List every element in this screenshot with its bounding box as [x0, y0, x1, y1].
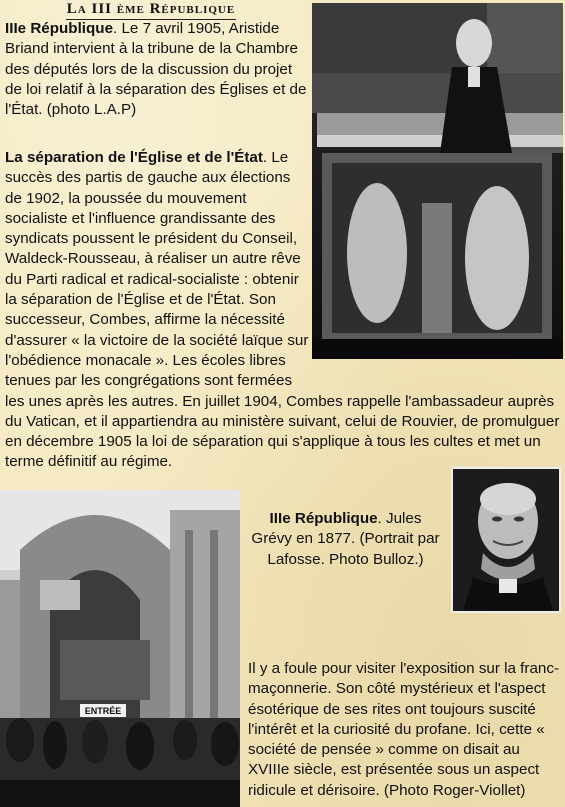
expo-entry-sign: ENTRÉE	[84, 706, 122, 716]
photo-expo-crowd	[0, 490, 240, 807]
photo-briand-tribune	[312, 3, 563, 359]
caption-expo: Il y a foule pour visiter l'exposition sur la franc-maçonnerie. Son côté mystérieux et l'aspect ésotérique de ses rites ont toujours suscité l'intérêt et la curiosité du profane. Ici, cette « société de pensée » comme on disait au XVIIIe siècle, est présentée sous un aspect ridicule et dérisoire. (Photo Roger-Viollet)	[248, 660, 560, 799]
caption-briand	[5, 19, 307, 120]
page-title: La III ème République	[66, 0, 236, 20]
photo-grevy-portrait	[451, 467, 561, 613]
caption-briand-text: . Le 7 avril 1905, Aristide Briand intervient à la tribune de la Chambre des députés lors de la discussion du projet de loi relatif à la séparation des Églises et de l'État. (photo L.A.P)	[5, 20, 307, 119]
caption-briand-lead: IIIe République	[5, 20, 114, 37]
caption-grevy-text: . Jules Grévy en 1877. (Portrait par Lafosse. Photo Bulloz.)	[251, 510, 440, 568]
caption-grevy	[248, 509, 443, 570]
section-separation-lead: La séparation de l'Église et de l'État	[5, 149, 263, 166]
section-separation-text: . Le succès des partis de gauche aux élections de 1902, la poussée du mouvement socialiste et l'influence grandissante des syndicats poussent le président du Conseil, Waldeck-Rousseau, à réaliser un autre rêve du Parti radical et radical-socialiste : obtenir la séparation de l'Église et de l'État. Son successeur, Combes, affirme la nécessité d'assurer « la victoire de la société laïque sur l'obédience monacale ». Les écoles libres tenues par les congrégations sont fermées les unes après les autres. En juillet 1904, Combes rappelle l'ambassadeur auprès du Vatican, et il appartiendra au ministère suivant, celui de Rouvier, de promulguer en décembre 1905 la loi de séparation qui s'applique à tous les cultes et met un terme définitif au régime.	[5, 149, 560, 471]
caption-grevy-lead: IIIe République	[269, 510, 378, 527]
